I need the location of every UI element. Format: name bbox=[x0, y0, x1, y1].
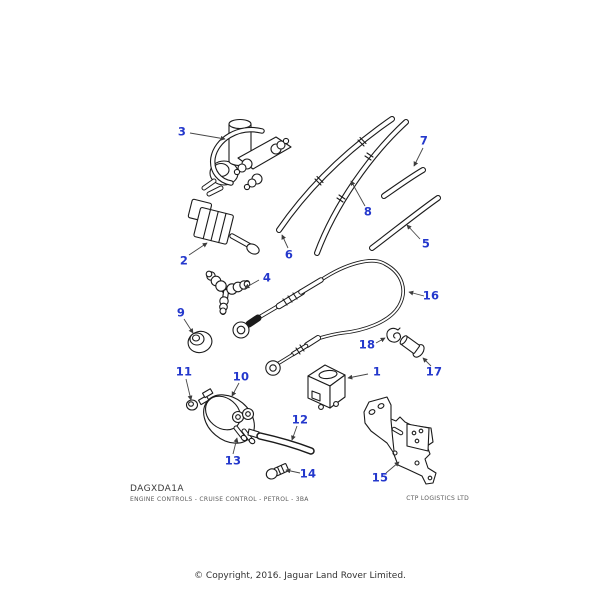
callout-1[interactable]: 1 bbox=[372, 364, 382, 379]
supplier-name: CTP LOGISTICS LTD bbox=[406, 495, 469, 502]
callout-11[interactable]: 11 bbox=[175, 364, 193, 379]
part-illustration-hose-7 bbox=[384, 170, 423, 196]
callout-3[interactable]: 3 bbox=[177, 124, 187, 139]
part-illustration-4 bbox=[206, 271, 250, 314]
callout-17[interactable]: 17 bbox=[425, 364, 443, 379]
callout-6[interactable]: 6 bbox=[284, 247, 294, 262]
leader-line-2 bbox=[189, 243, 207, 255]
leader-line-10 bbox=[232, 383, 239, 396]
leader-line-6 bbox=[282, 235, 288, 248]
callout-2[interactable]: 2 bbox=[179, 253, 189, 268]
part-illustration-11 bbox=[187, 400, 198, 410]
callout-15[interactable]: 15 bbox=[371, 470, 389, 485]
callout-14[interactable]: 14 bbox=[299, 466, 317, 481]
callout-16[interactable]: 16 bbox=[422, 288, 440, 303]
leader-line-9 bbox=[184, 319, 193, 333]
callout-13[interactable]: 13 bbox=[224, 453, 242, 468]
part-illustration-17 bbox=[398, 333, 427, 359]
callout-4[interactable]: 4 bbox=[262, 270, 272, 285]
leader-line-8 bbox=[351, 181, 365, 206]
callout-10[interactable]: 10 bbox=[232, 369, 250, 384]
callout-18[interactable]: 18 bbox=[358, 337, 376, 352]
part-illustration-18 bbox=[387, 328, 401, 342]
drawing-code: DAGXDA1A bbox=[130, 484, 184, 494]
callout-5[interactable]: 5 bbox=[421, 236, 431, 251]
callout-9[interactable]: 9 bbox=[176, 305, 186, 320]
callout-7[interactable]: 7 bbox=[419, 133, 429, 148]
part-illustration-16 bbox=[233, 261, 403, 375]
leader-line-5 bbox=[407, 225, 420, 239]
part-illustration-3 bbox=[204, 120, 291, 195]
leader-line-12 bbox=[292, 426, 297, 440]
leader-line-11 bbox=[186, 379, 191, 400]
part-illustration-10 bbox=[194, 385, 264, 453]
leader-line-7 bbox=[414, 148, 423, 166]
callout-12[interactable]: 12 bbox=[291, 412, 309, 427]
part-illustration-1 bbox=[308, 365, 345, 409]
leader-line-18 bbox=[376, 338, 385, 343]
callout-8[interactable]: 8 bbox=[363, 204, 373, 219]
leader-line-16 bbox=[409, 292, 424, 296]
part-illustration-14 bbox=[265, 462, 290, 480]
part-illustration-12 bbox=[248, 429, 311, 451]
leader-line-3 bbox=[190, 133, 225, 139]
copyright-line: © Copyright, 2016. Jaguar Land Rover Limited. bbox=[194, 571, 406, 581]
part-illustration-2 bbox=[184, 199, 261, 256]
part-illustration-9 bbox=[186, 329, 215, 355]
drawing-description: ENGINE CONTROLS - CRUISE CONTROL - PETROL - 3BA bbox=[130, 496, 309, 503]
leader-line-1 bbox=[348, 374, 368, 378]
